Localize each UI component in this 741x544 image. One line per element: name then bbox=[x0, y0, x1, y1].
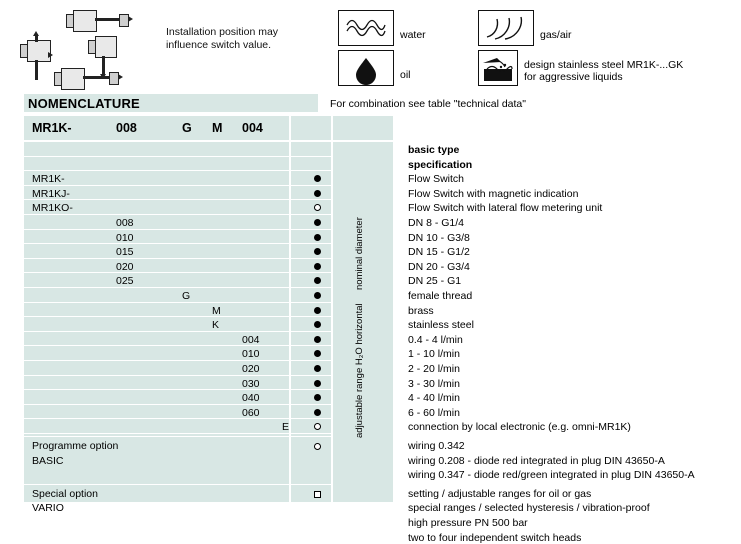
row-separator bbox=[24, 170, 289, 171]
row-separator bbox=[24, 302, 289, 303]
mark-dot bbox=[314, 219, 321, 226]
row-separator bbox=[291, 272, 331, 273]
row-separator bbox=[24, 331, 289, 332]
option-description: wiring 0.208 - diode red integrated in plug DIN 43650-A bbox=[408, 454, 665, 467]
row-separator bbox=[291, 331, 331, 332]
gas-air-icon bbox=[479, 11, 533, 45]
row-separator bbox=[24, 433, 289, 434]
option-separator bbox=[24, 436, 331, 437]
cell-value: 060 bbox=[242, 406, 260, 419]
row-separator bbox=[291, 156, 331, 157]
mark-dot bbox=[314, 336, 321, 343]
row-description: DN 10 - G3/8 bbox=[408, 231, 470, 244]
combination-note: For combination see table "technical data" bbox=[330, 98, 526, 110]
option-description: wiring 0.342 bbox=[408, 440, 465, 452]
row-description: Flow Switch bbox=[408, 173, 465, 186]
cell-value: 030 bbox=[242, 377, 260, 390]
option-description: special ranges / selected hysteresis / vibration-proof bbox=[408, 502, 650, 515]
mark-dot bbox=[314, 365, 321, 372]
row-separator bbox=[24, 287, 289, 288]
cell-value: G bbox=[182, 290, 191, 302]
option-description: wiring 0.347 - diode red/green integrated in plug DIN 43650-A bbox=[408, 469, 695, 482]
option-separator bbox=[24, 484, 331, 485]
header-range: 004 bbox=[242, 121, 263, 135]
row-separator bbox=[291, 404, 331, 405]
option-subtitle: BASIC bbox=[32, 454, 64, 467]
aggressive-liquid-label-line1: design stainless steel MR1K-...GK bbox=[524, 59, 684, 71]
row-separator bbox=[291, 229, 331, 230]
row-description: DN 8 - G1/4 bbox=[408, 217, 465, 229]
wave-icon bbox=[339, 11, 393, 45]
gas-air-label: gas/air bbox=[540, 29, 572, 41]
gas-air-icon-box bbox=[478, 10, 534, 46]
group-label-nominal-diameter: nominal diameter bbox=[354, 217, 365, 291]
oil-icon-box bbox=[338, 50, 394, 86]
row-description: DN 20 - G3/4 bbox=[408, 260, 470, 273]
mark-dot bbox=[314, 380, 321, 387]
installation-note: Installation position may influence switch value. bbox=[166, 26, 279, 51]
row-separator bbox=[291, 302, 331, 303]
mark-dot bbox=[314, 307, 321, 314]
row-description: Flow Switch with magnetic indication bbox=[408, 187, 579, 200]
installation-position-diagram bbox=[18, 8, 158, 88]
page-title: NOMENCLATURE bbox=[28, 96, 140, 111]
aggressive-liquid-icon-box bbox=[478, 50, 518, 86]
cell-value: 010 bbox=[116, 231, 134, 244]
aggressive-liquid-label-line2: for aggressive liquids bbox=[524, 71, 623, 83]
row-description: DN 15 - G1/2 bbox=[408, 246, 470, 259]
row-separator bbox=[291, 214, 331, 215]
option-description: two to four independent switch heads bbox=[408, 531, 582, 544]
row-description: DN 25 - G1 bbox=[408, 275, 462, 288]
row-description: stainless steel bbox=[408, 319, 474, 332]
row-separator bbox=[24, 316, 289, 317]
cell-value: M bbox=[212, 304, 221, 317]
mark-dot bbox=[314, 409, 321, 416]
option-title: Special option bbox=[32, 487, 98, 500]
cell-value: E bbox=[282, 421, 290, 434]
option-subtitle: VARIO bbox=[32, 502, 64, 515]
option-description: high pressure PN 500 bar bbox=[408, 517, 528, 529]
cell-value: MR1K- bbox=[32, 173, 65, 186]
cell-value: 004 bbox=[242, 333, 260, 346]
row-separator bbox=[24, 258, 289, 259]
row-description: basic type bbox=[408, 144, 460, 156]
cell-value: K bbox=[212, 319, 220, 332]
mark-dot bbox=[314, 234, 321, 241]
row-separator bbox=[291, 389, 331, 390]
row-description: Flow Switch with lateral flow metering unit bbox=[408, 202, 603, 215]
row-separator bbox=[291, 316, 331, 317]
cell-value: MR1KO- bbox=[32, 202, 73, 215]
cell-value: 008 bbox=[116, 217, 134, 229]
cell-value: 015 bbox=[116, 246, 134, 259]
mark-dot bbox=[314, 190, 321, 197]
cell-value: 025 bbox=[116, 275, 134, 288]
mark-circle bbox=[314, 443, 321, 450]
row-separator bbox=[24, 272, 289, 273]
mark-dot bbox=[314, 263, 321, 270]
row-separator bbox=[291, 199, 331, 200]
row-separator bbox=[291, 418, 331, 419]
row-separator bbox=[291, 345, 331, 346]
oil-label: oil bbox=[400, 69, 411, 81]
row-separator bbox=[291, 243, 331, 244]
mark-dot bbox=[314, 292, 321, 299]
row-separator bbox=[291, 287, 331, 288]
row-separator bbox=[291, 433, 331, 434]
mark-square bbox=[314, 491, 321, 498]
option-title: Programme option bbox=[32, 440, 119, 452]
table-mark-column bbox=[291, 142, 331, 502]
row-description: specification bbox=[408, 158, 473, 171]
cell-value: 020 bbox=[242, 363, 260, 375]
water-icon-box bbox=[338, 10, 394, 46]
table-header-spacer-group bbox=[333, 116, 393, 140]
row-separator bbox=[24, 229, 289, 230]
water-label: water bbox=[400, 29, 426, 41]
row-separator bbox=[291, 170, 331, 171]
row-separator bbox=[291, 258, 331, 259]
row-description: 4 - 40 l/min bbox=[408, 392, 460, 405]
aggressive-liquid-icon bbox=[479, 51, 517, 85]
row-separator bbox=[291, 375, 331, 376]
row-description: 1 - 10 l/min bbox=[408, 348, 460, 361]
cell-value: 040 bbox=[242, 392, 260, 405]
header-type: MR1K- bbox=[32, 121, 72, 135]
row-description: female thread bbox=[408, 290, 473, 302]
row-description: 3 - 30 l/min bbox=[408, 377, 460, 390]
cell-value: MR1KJ- bbox=[32, 187, 70, 200]
table-header-spacer-marks bbox=[291, 116, 331, 140]
droplet-icon bbox=[339, 51, 393, 85]
header-material: M bbox=[212, 121, 223, 135]
row-separator bbox=[24, 156, 289, 157]
row-description: brass bbox=[408, 304, 434, 317]
cell-value: 010 bbox=[242, 348, 260, 361]
cell-value: 020 bbox=[116, 260, 134, 273]
header-thread: G bbox=[182, 121, 192, 135]
option-description: setting / adjustable ranges for oil or gas bbox=[408, 487, 592, 500]
row-description: 6 - 60 l/min bbox=[408, 406, 460, 419]
table-header-desc bbox=[395, 116, 718, 140]
header-size: 008 bbox=[116, 121, 137, 135]
row-separator bbox=[24, 243, 289, 244]
row-separator bbox=[291, 360, 331, 361]
nomenclature-table bbox=[24, 116, 718, 544]
row-description: 0.4 - 4 l/min bbox=[408, 333, 463, 346]
row-description: 2 - 20 l/min bbox=[408, 363, 460, 375]
row-description: connection by local electronic (e.g. omni-MR1K) bbox=[408, 421, 631, 434]
group-label-adjustable-range: adjustable range H₂O horizontal bbox=[354, 303, 365, 438]
row-separator bbox=[291, 185, 331, 186]
